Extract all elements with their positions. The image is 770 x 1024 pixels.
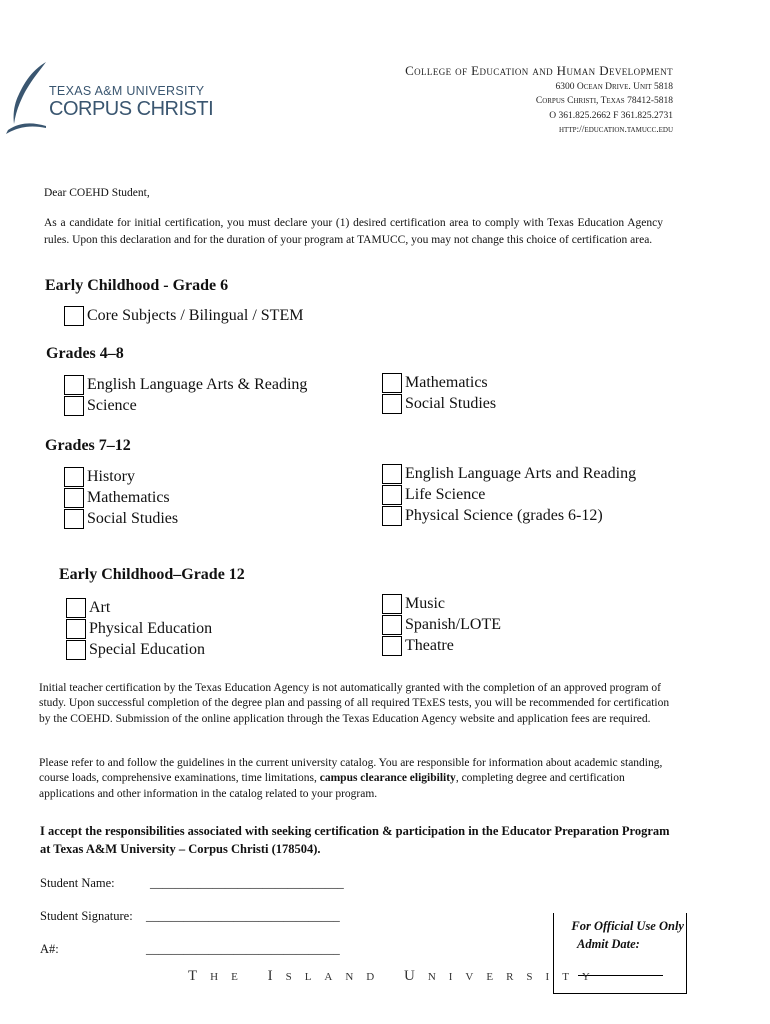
checkbox[interactable] xyxy=(64,396,84,416)
wing-logo-icon xyxy=(2,60,52,135)
phone-fax: O 361.825.2662 F 361.825.2731 xyxy=(549,110,673,121)
a-number-label: A#: xyxy=(40,942,59,956)
logo-text-university: TEXAS A&M UNIVERSITY xyxy=(49,84,205,98)
option-art[interactable] xyxy=(66,597,212,618)
checkbox[interactable] xyxy=(382,394,402,414)
option-physical-education[interactable] xyxy=(66,618,212,639)
checkbox[interactable] xyxy=(382,636,402,656)
option-label: Social Studies xyxy=(87,510,179,527)
address-city: Corpus Christi, Texas 78412-5818 xyxy=(535,96,673,107)
option-label: History xyxy=(87,468,135,485)
option-label: Core Subjects / Bilingual / STEM xyxy=(87,307,304,324)
option-music[interactable] xyxy=(382,593,501,614)
intro-paragraph: As a candidate for initial certification, you must declare your (1) desired certification area to comply with Texas Education Agency rules. Upon this declaration and for the duration of your program at TAMUCC, you may not change this choice of certification area. xyxy=(44,217,663,246)
logo-text-campus: CORPUS CHRISTI xyxy=(49,98,214,120)
ec-12-left-options xyxy=(66,597,212,660)
checkbox[interactable] xyxy=(64,488,84,508)
heading-ec6: Early Childhood - Grade 6 xyxy=(45,277,229,294)
option-label: Life Science xyxy=(405,486,486,503)
checkbox[interactable] xyxy=(382,506,402,526)
checkbox[interactable] xyxy=(66,619,86,639)
option-label: Mathematics xyxy=(87,489,170,506)
checkbox[interactable] xyxy=(382,464,402,484)
checkbox[interactable] xyxy=(64,375,84,395)
heading-grades-4-8: Grades 4–8 xyxy=(46,345,124,362)
admit-date-label: Admit Date: xyxy=(577,937,640,951)
a-number-field[interactable]: _______________________________ xyxy=(146,942,340,956)
student-signature-label: Student Signature: xyxy=(40,909,133,923)
option-label: Spanish/LOTE xyxy=(405,616,501,633)
option-ela-reading-7-12[interactable] xyxy=(382,463,636,484)
option-social-studies-4-8[interactable] xyxy=(382,393,496,414)
university-logo xyxy=(2,60,212,135)
student-name-label: Student Name: xyxy=(40,876,115,890)
catalog-text-end: , completing degree and certification applications and other information in the catalog related to your program. xyxy=(39,772,625,800)
option-physical-science-7-12[interactable] xyxy=(382,505,636,526)
checkbox[interactable] xyxy=(382,485,402,505)
checkbox[interactable] xyxy=(64,509,84,529)
grades-4-8-left-options xyxy=(64,374,307,416)
option-label: Art xyxy=(89,599,111,616)
salutation: Dear COEHD Student, xyxy=(44,187,150,199)
option-theatre[interactable] xyxy=(382,635,501,656)
option-label: Theatre xyxy=(405,637,454,654)
option-label: Mathematics xyxy=(405,374,488,391)
student-name-field[interactable]: _______________________________ xyxy=(150,876,344,890)
college-url: http://education.tamucc.edu xyxy=(559,124,673,135)
heading-grades-7-12: Grades 7–12 xyxy=(45,437,131,454)
campus-clearance-emphasis: campus clearance eligibility xyxy=(319,772,456,785)
checkbox[interactable] xyxy=(66,598,86,618)
option-label: Science xyxy=(87,397,137,414)
checkbox[interactable] xyxy=(66,640,86,660)
option-label: English Language Arts & Reading xyxy=(87,376,308,393)
grades-7-12-right-options xyxy=(382,463,636,526)
option-label: Social Studies xyxy=(405,395,497,412)
option-core-subjects[interactable] xyxy=(64,305,303,326)
acceptance-statement: I accept the responsibilities associated with seeking certification & participation in the Educator Preparation Program at Texas A&M University – Corpus Christi (178504). xyxy=(40,824,670,856)
checkbox[interactable] xyxy=(64,467,84,487)
option-label: Special Education xyxy=(89,641,205,658)
grades-7-12-left-options xyxy=(64,466,178,529)
option-label: Music xyxy=(405,595,445,612)
heading-ec-12: Early Childhood–Grade 12 xyxy=(59,566,245,583)
option-social-studies-7-12[interactable] xyxy=(64,508,178,529)
checkbox[interactable] xyxy=(64,306,84,326)
option-spanish-lote[interactable] xyxy=(382,614,501,635)
certification-info-paragraph: Initial teacher certification by the Texas Education Agency is not automatically granted with the completion of an approved program of study. Upon successful completion of the degree plan and passing of all required TExES tests, you will be recommended for certification by the COEHD. Submission of the online application through the Texas Education Agency website and application fees are required. xyxy=(39,682,670,725)
ec-12-right-options xyxy=(382,593,501,656)
option-mathematics-7-12[interactable] xyxy=(64,487,178,508)
grades-4-8-right-options xyxy=(382,372,496,414)
footer-tagline-band xyxy=(0,966,770,990)
address-street: 6300 Ocean Drive. Unit 5818 xyxy=(555,82,673,93)
option-science-4-8[interactable] xyxy=(64,395,307,416)
official-use-title: For Official Use Only xyxy=(571,919,684,933)
option-history-7-12[interactable] xyxy=(64,466,178,487)
option-label: English Language Arts and Reading xyxy=(405,465,637,482)
island-university-tagline: The Island University xyxy=(188,968,603,984)
checkbox[interactable] xyxy=(382,615,402,635)
option-label: Physical Education xyxy=(89,620,213,637)
option-ela-reading-4-8[interactable] xyxy=(64,374,307,395)
option-life-science-7-12[interactable] xyxy=(382,484,636,505)
checkbox[interactable] xyxy=(382,373,402,393)
option-special-education[interactable] xyxy=(66,639,212,660)
student-signature-field[interactable]: _______________________________ xyxy=(146,909,340,923)
catalog-guidelines-paragraph xyxy=(39,756,679,802)
option-label: Physical Science (grades 6-12) xyxy=(405,507,603,524)
checkbox[interactable] xyxy=(382,594,402,614)
option-mathematics-4-8[interactable] xyxy=(382,372,496,393)
college-address-block xyxy=(405,64,673,137)
catalog-text: Please refer to and follow the guidelines in the current university catalog. You are responsible for information about academic standing, course loads, comprehensive examinations, time limitations, xyxy=(39,757,663,785)
college-name: College of Education and Human Development xyxy=(405,63,673,78)
